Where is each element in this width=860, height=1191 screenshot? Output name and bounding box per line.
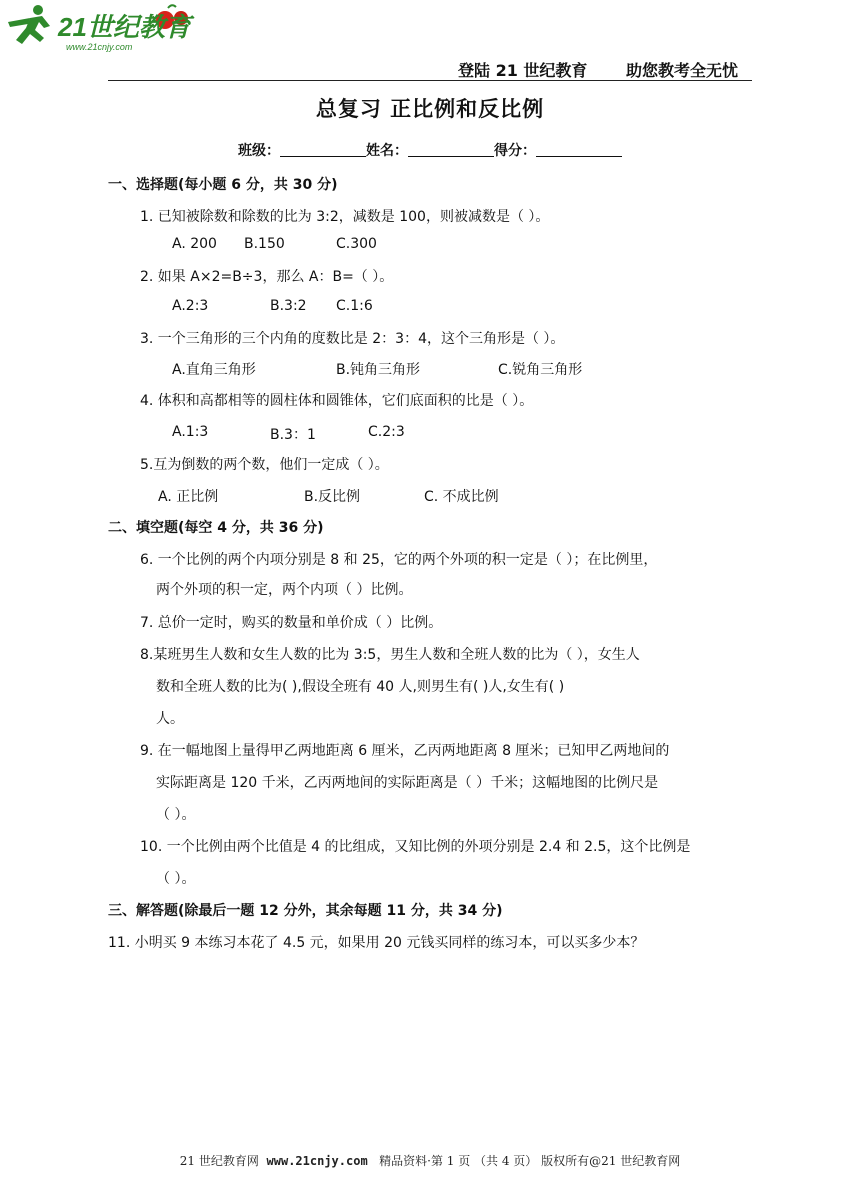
name-label: 姓名： [366, 143, 408, 159]
page-title: 总复习 正比例和反比例 [315, 97, 545, 121]
score-label: 得分： [494, 143, 536, 159]
question-7: 7. 总价一定时，购买的数量和单价成（ ）比例。 [140, 615, 443, 631]
q3-option-c: C.锐角三角形 [498, 362, 583, 378]
question-2: 2. 如果 A×2=B÷3，那么 A：B=（ ）。 [140, 269, 394, 285]
q5-option-a: A. 正比例 [158, 489, 219, 505]
section-heading-solve: 三、解答题(除最后一题 12 分外，其余每题 11 分，共 34 分) [108, 903, 503, 919]
question-3: 3. 一个三角形的三个内角的度数比是 2：3：4，这个三角形是（ ）。 [140, 331, 565, 347]
q2-option-a: A.2:3 [172, 298, 209, 314]
footer-url[interactable]: www.21cnjy.com [266, 1154, 368, 1168]
question-9-line-2: 实际距离是 120 千米，乙丙两地间的实际距离是（ ）千米；这幅地图的比例尺是 [156, 775, 659, 791]
question-10-line-2: （ ）。 [156, 871, 196, 887]
page-footer [0, 1152, 860, 1169]
question-6-line-1: 6. 一个比例的两个内项分别是 8 和 25，它的两个外项的积一定是（ ）；在比例里， [140, 552, 658, 568]
runner-icon [8, 5, 50, 44]
class-label: 班级： [238, 143, 280, 159]
score-blank[interactable] [536, 142, 622, 157]
q4-option-c: C.2:3 [368, 424, 405, 440]
question-8-line-3: 人。 [156, 711, 184, 727]
section-heading-choice: 一、选择题(每小题 6 分，共 30 分) [108, 177, 338, 193]
question-4: 4. 体积和高都相等的圆柱体和圆锥体，它们底面积的比是（ ）。 [140, 393, 534, 409]
header-divider [108, 80, 752, 81]
footer-site-name: 21 世纪教育网 [179, 1154, 259, 1168]
question-8-line-2: 数和全班人数的比为( ),假设全班有 40 人,则男生有( )人,女生有( ) [156, 679, 565, 695]
footer-page-info: 精品资料·第 1 页 （共 4 页） 版权所有@21 世纪教育网 [379, 1154, 681, 1168]
question-5: 5.互为倒数的两个数，他们一定成（ ）。 [140, 457, 389, 473]
question-1: 1. 已知被除数和除数的比为 3:2，减数是 100，则被减数是（ ）。 [140, 209, 550, 225]
logo-url: www.21cnjy.com [66, 42, 133, 52]
question-9-line-3: （ ）。 [156, 807, 196, 823]
class-blank[interactable] [280, 142, 366, 157]
header-slogan-right: 助您教考全无忧 [626, 61, 739, 80]
header-slogan-left: 登陆 21 世纪教育 [458, 61, 588, 80]
q1-option-b: B.150 [244, 236, 285, 252]
question-6-line-2: 两个外项的积一定，两个内项（ ）比例。 [156, 582, 413, 598]
question-9-line-1: 9. 在一幅地图上量得甲乙两地距离 6 厘米，乙丙两地距离 8 厘米；已知甲乙两地间的 [140, 743, 670, 759]
q4-option-a: A.1:3 [172, 424, 209, 440]
q3-option-a: A.直角三角形 [172, 362, 256, 378]
name-blank[interactable] [408, 142, 494, 157]
student-info-row [0, 140, 860, 160]
q4-option-b: B.3：1 [270, 427, 316, 443]
q2-option-b: B.3:2 [270, 298, 307, 314]
question-11: 11. 小明买 9 本练习本花了 4.5 元，如果用 20 元钱买同样的练习本，可以买多少本？ [108, 935, 645, 951]
q5-option-b: B.反比例 [304, 489, 361, 505]
section-heading-fill: 二、填空题(每空 4 分，共 36 分) [108, 520, 324, 536]
logo-graphic [0, 0, 200, 56]
q5-option-c: C. 不成比例 [424, 489, 499, 505]
q1-option-c: C.300 [336, 236, 377, 252]
q2-option-c: C.1:6 [336, 298, 373, 314]
q3-option-b: B.钝角三角形 [336, 362, 421, 378]
question-8-line-1: 8.某班男生人数和女生人数的比为 3:5，男生人数和全班人数的比为（ ），女生人 [140, 647, 640, 663]
question-10-line-1: 10. 一个比例由两个比值是 4 的比组成，又知比例的外项分别是 2.4 和 2.5，这个比例是 [140, 839, 691, 855]
logo-text: 21世纪教育 [58, 12, 191, 42]
site-logo [0, 0, 200, 56]
q1-option-a: A. 200 [172, 236, 217, 252]
